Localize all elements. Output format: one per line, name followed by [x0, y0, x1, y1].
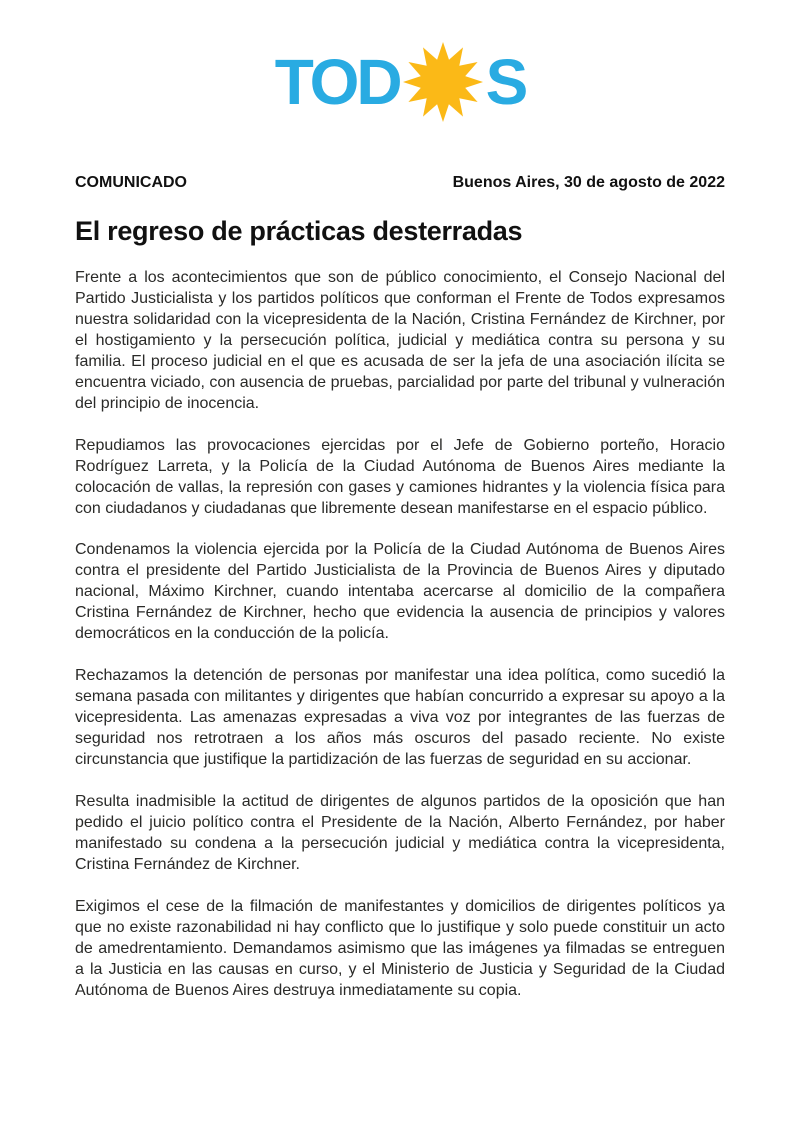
- logo-text-right: S: [485, 46, 526, 118]
- dateline: Buenos Aires, 30 de agosto de 2022: [452, 174, 725, 191]
- paragraph-condenamos: Condenamos la violencia ejercida por la Policía de la Ciudad Autónoma de Buenos Aires contra el presidente del Partido Justicialista de la Provincia de Buenos Aires y diputado nacional, Máximo Kirchner, cuando intentaba acercarse al domicilio de la compañera Cristina Fernández de Kirchner, hecho que evidencia la ausencia de principios y valores democráticos en la conducción de la policía.: [75, 541, 725, 643]
- todos-logo: [0, 36, 800, 128]
- paragraph-rechazamos: Rechazamos la detención de personas por manifestar una idea política, como sucedió la semana pasada con militantes y dirigentes que habían concurrido a expresar su apoyo a la vicepresidenta. Las amenazas expresadas a viva voz por integrantes de las fuerzas de seguridad nos retrotraen a los años más oscuros del pasado reciente. No existe circunstancia que justifique la partidización de las fuerzas de seguridad en su accionar.: [75, 667, 725, 769]
- paragraph-exigimos: Exigimos el cese de la filmación de manifestantes y domicilios de dirigentes políticos ya que no existe razonabilidad ni hay conflicto que lo justifique y solo puede constituir un acto de amedrentamiento. Demandamos asimismo que las imágenes ya filmadas se entreguen a la Justicia en las causas en curso, y el Ministerio de Justicia y Seguridad de la Ciudad Autónoma de Buenos Aires destruya inmediatamente su copia.: [75, 897, 725, 999]
- document-meta-row: [75, 174, 725, 192]
- sun-star-shape: [403, 42, 483, 122]
- logo-text-left: TOD: [274, 46, 400, 118]
- document-body: [75, 268, 725, 1002]
- paragraph-solidaridad: Frente a los acontecimientos que son de público conocimiento, el Consejo Nacional del Partido Justicialista y los partidos políticos que conforman el Frente de Todos expresamos nuestra solidaridad con la vicepresidenta de la Nación, Cristina Fernández de Kirchner, por el hostigamiento y la persecución política, judicial y mediática contra su persona y su familia. El proceso judicial en el que es acusada de ser la jefa de una asociación ilícita se encuentra viciado, con ausencia de pruebas, parcialidad por parte del tribunal y vulneración del principio de inocencia.: [75, 269, 725, 412]
- paragraph-resulta-inadmisible: Resulta inadmisible la actitud de dirigentes de algunos partidos de la oposición que han pedido el juicio político contra el Presidente de la Nación, Alberto Fernández, por haber manifestado su condena a la persecución judicial y mediática contra la vicepresidenta, Cristina Fernández de Kirchner.: [75, 793, 725, 873]
- document-title: El regreso de prácticas desterradas: [75, 216, 523, 246]
- paragraph-repudiamos: Repudiamos las provocaciones ejercidas por el Jefe de Gobierno porteño, Horacio Rodríguez Larreta, y la Policía de la Ciudad Autónoma de Buenos Aires mediante la colocación de vallas, la represión con gases y camiones hidrantes y la violencia física para con ciudadanos y ciudadanas que libremente desean manifestarse en el espacio público.: [75, 436, 725, 517]
- document-type-label: COMUNICADO: [75, 174, 187, 191]
- sun-icon: [401, 40, 485, 124]
